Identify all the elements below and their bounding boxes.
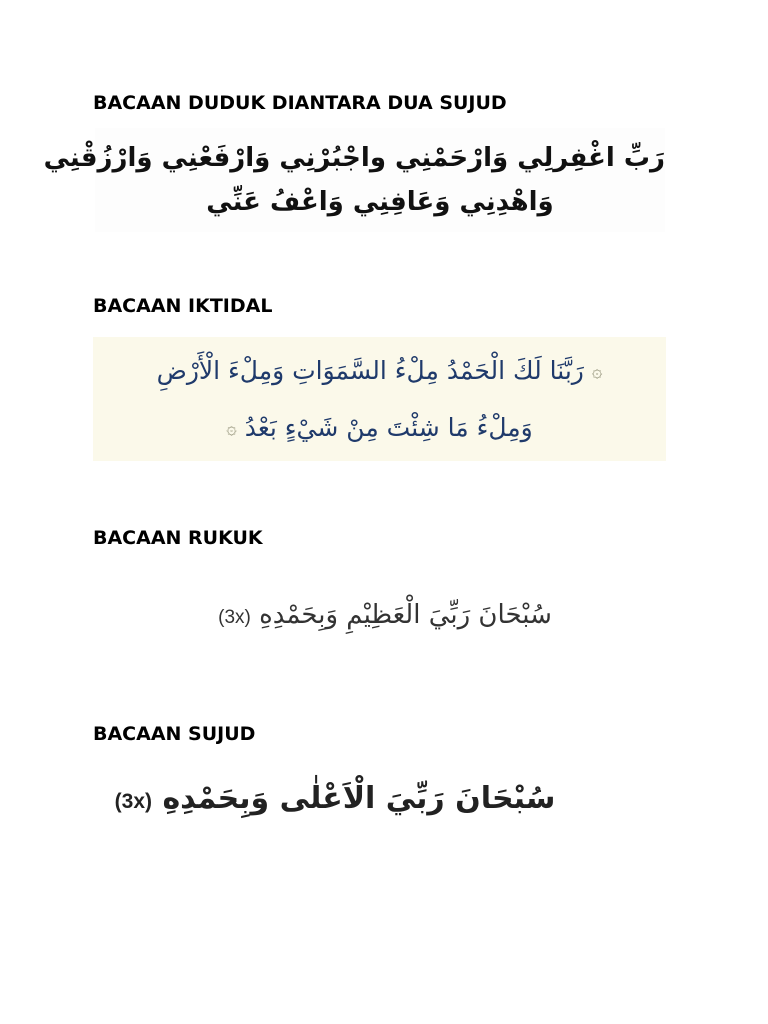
iktidal-prayer-image (93, 337, 666, 461)
iktidal-prayer-line-2 (93, 400, 666, 457)
heading-rukuk: BACAAN RUKUK (93, 527, 263, 549)
sujud-prayer-line (100, 768, 570, 833)
heading-sujud: BACAAN SUJUD (93, 723, 256, 745)
sujud-repeat-count: (3x) (114, 790, 153, 813)
rukuk-prayer-text: سُبْحَانَ رَبِّيَ الْعَظِيْمِ وَبِحَمْدِهِ (259, 600, 552, 630)
iktidal-prayer-text-1: رَبَّنَا لَكَ الْحَمْدُ مِلْءُ السَّمَوَاتِ وَمِلْءَ الْأَرْضِ (156, 356, 584, 385)
duduk-prayer-line-1: رَبِّ اغْفِرلِي وَارْحَمْنِي واجْبُرْنِي وَارْفَعْنِي وَارْزُقْنِي (43, 143, 665, 173)
sujud-prayer-text: سُبْحَانَ رَبِّيَ الْاَعْلٰى وَبِحَمْدِهِ (162, 781, 556, 816)
iktidal-prayer-line-1 (93, 343, 666, 400)
duduk-prayer-image (43, 128, 665, 232)
rukuk-repeat-count: (3x) (218, 607, 251, 628)
ornament-icon: ۞ (591, 361, 603, 382)
heading-iktidal: BACAAN IKTIDAL (93, 295, 273, 317)
heading-duduk-diantara-dua-sujud: BACAAN DUDUK DIANTARA DUA SUJUD (93, 92, 507, 114)
sujud-prayer-image (100, 768, 570, 834)
rukuk-prayer-image (170, 590, 600, 644)
iktidal-prayer-text-2: وَمِلْءُ مَا شِئْتَ مِنْ شَيْءٍ بَعْدُ (244, 413, 533, 442)
rukuk-prayer-line (170, 590, 600, 643)
duduk-prayer-line-2: وَاهْدِنِي وَعَافِنِي وَاعْفُ عَنِّي (206, 187, 554, 217)
ornament-icon: ۞ (226, 418, 237, 439)
